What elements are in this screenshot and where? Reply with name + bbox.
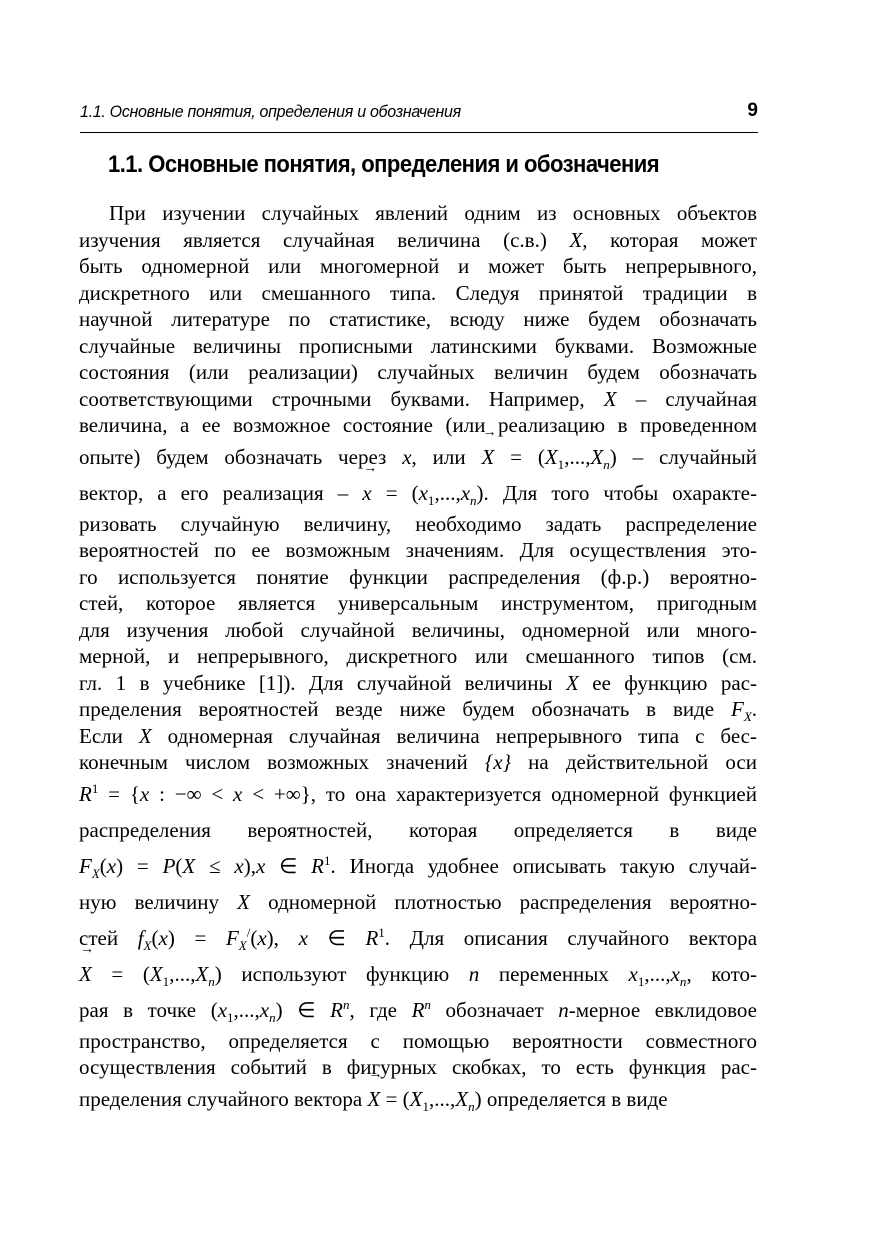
text-line: стей, которое является универсальным инструментом, пригодным <box>79 591 757 615</box>
vector-X: → X <box>481 439 494 475</box>
text-line: → $X = (X_1,...,X_n)$ используют функцию n переменных $x_1,...,x_n$, кото- <box>79 956 757 992</box>
math-formula: $F_X(x) = P(X \le x),x$ ∈ $R^1$ <box>79 852 331 881</box>
text-line: распределения вероятностей, которая определяется в виде <box>79 817 757 842</box>
text-line: пределения вероятностей везде ниже будем обозначать в виде $F_X$. <box>79 697 758 725</box>
text-line: для изучения любой случайной величины, одномерной или много- <box>79 617 757 642</box>
math-set: {x} <box>484 750 512 774</box>
math-formula: $R^n$ <box>411 996 431 1022</box>
vector-X: → X <box>367 1081 380 1117</box>
text-line: Если X одномерная случайная величина непрерывного типа с бес- <box>79 723 757 748</box>
text-line: дискретного или смешанного типа. Следуя принятой традиции в <box>79 280 757 305</box>
text-line: рая в точке $(x_1,...,x_n)$ ∈ $R^n$, где $R^n$ обозначает n-мерное евклидовое <box>79 996 757 1025</box>
math-formula: → $X = (X_1,...,X_n)$ <box>367 1087 481 1111</box>
text-line: научной литературе по статистике, всюду ниже будем обозначать <box>79 307 757 331</box>
vector-X: → X <box>79 956 92 992</box>
math-formula: $(x_1,...,x_n)$ ∈ $R^n$ <box>210 996 350 1025</box>
text-line: опыте) будем обозначать через x, или → $X = (X_1,...,X_n)$ – случайный <box>79 439 757 475</box>
text-line: соответствующими строчными буквами. Например, X – случайная <box>79 386 758 411</box>
math-formula: → $X = (X_1,...,X_n)$ <box>481 445 616 469</box>
math-var: X <box>138 723 152 748</box>
math-var: X <box>566 670 579 695</box>
text-line: конечным числом возможных значений {x} на действительной оси <box>79 750 757 774</box>
text-line: быть одномерной или многомерной и может быть непрерывного, <box>79 254 757 278</box>
text-line: $F_X(x) = P(X \le x),x$ ∈ $R^1$. Иногда удобнее описывать такую случай- <box>79 852 758 881</box>
text-line: случайные величины прописными латинскими буквами. Возможные <box>79 333 757 358</box>
running-title: 1.1. Основные понятия, определения и обозначения <box>80 102 461 121</box>
text-line: гл. 1 в учебнике [1]). Для случайной величины X ее функцию рас- <box>79 670 758 695</box>
text-line: вектор, а его реализация – → $x = (x_1,...,x_n)$. Для того чтобы охаракте- <box>79 475 757 511</box>
text-line: состояния (или реализации) случайных величин будем обозначать <box>79 360 757 384</box>
text-line: осуществления событий в фигурных скобках, то есть функция рас- <box>79 1055 757 1079</box>
section-heading: 1.1. Основные понятия, определения и обозначения <box>108 151 660 178</box>
text-line: го используется понятие функции распределения (ф.р.) вероятно- <box>79 564 757 589</box>
math-var: X <box>603 386 617 411</box>
math-formula: $x_1,...,x_n$ <box>628 961 687 989</box>
page-header <box>80 100 758 133</box>
math-formula: $f_X(x) = F_X^/(x)$, x ∈ $R^1$ <box>137 924 385 953</box>
text-line: стей $f_X(x) = F_X^/(x)$, x ∈ $R^1$. Для описания случайного вектора <box>79 924 758 953</box>
math-var: X <box>237 889 250 914</box>
text-line: ную величину X одномерной плотностью распределения вероятно- <box>79 889 758 914</box>
math-formula: → $X = (X_1,...,X_n)$ <box>79 962 222 986</box>
text-line: $R^1 = \{x$ : −∞ < x < +∞}, то она характеризуется одномерной функцией <box>79 780 757 806</box>
text-line: мерной, и непрерывного, дискретного или смешанного типов (см. <box>79 644 757 668</box>
math-formula: $F_X$ <box>730 697 752 725</box>
math-formula: $R^1 = \{x$ : −∞ < x < +∞} <box>79 780 311 806</box>
text-line: пределения случайного вектора → $X = (X_1,...,X_n)$ определяется в виде <box>79 1081 757 1117</box>
text-line: При изучении случайных явлений одним из основных объектов <box>109 201 757 225</box>
text-line: пространство, определяется с помощью вероятности совместного <box>79 1028 757 1053</box>
page-number: 9 <box>747 100 758 121</box>
text-line: вероятностей по ее возможным значениям. Для осуществления это- <box>79 538 757 562</box>
text-line: изучения является случайная величина (с.в.) X, которая может <box>79 227 757 252</box>
text-line: ризовать случайную величину, необходимо задать распределение <box>79 511 757 536</box>
text-line: величина, а ее возможное состояние (или реализацию в проведенном <box>79 413 757 437</box>
math-var: x <box>402 444 412 469</box>
math-formula: → $x = (x_1,...,x_n)$ <box>362 481 483 505</box>
vector-x: → x <box>362 475 371 511</box>
body-paragraph <box>79 200 757 1117</box>
math-var: X <box>569 227 583 252</box>
